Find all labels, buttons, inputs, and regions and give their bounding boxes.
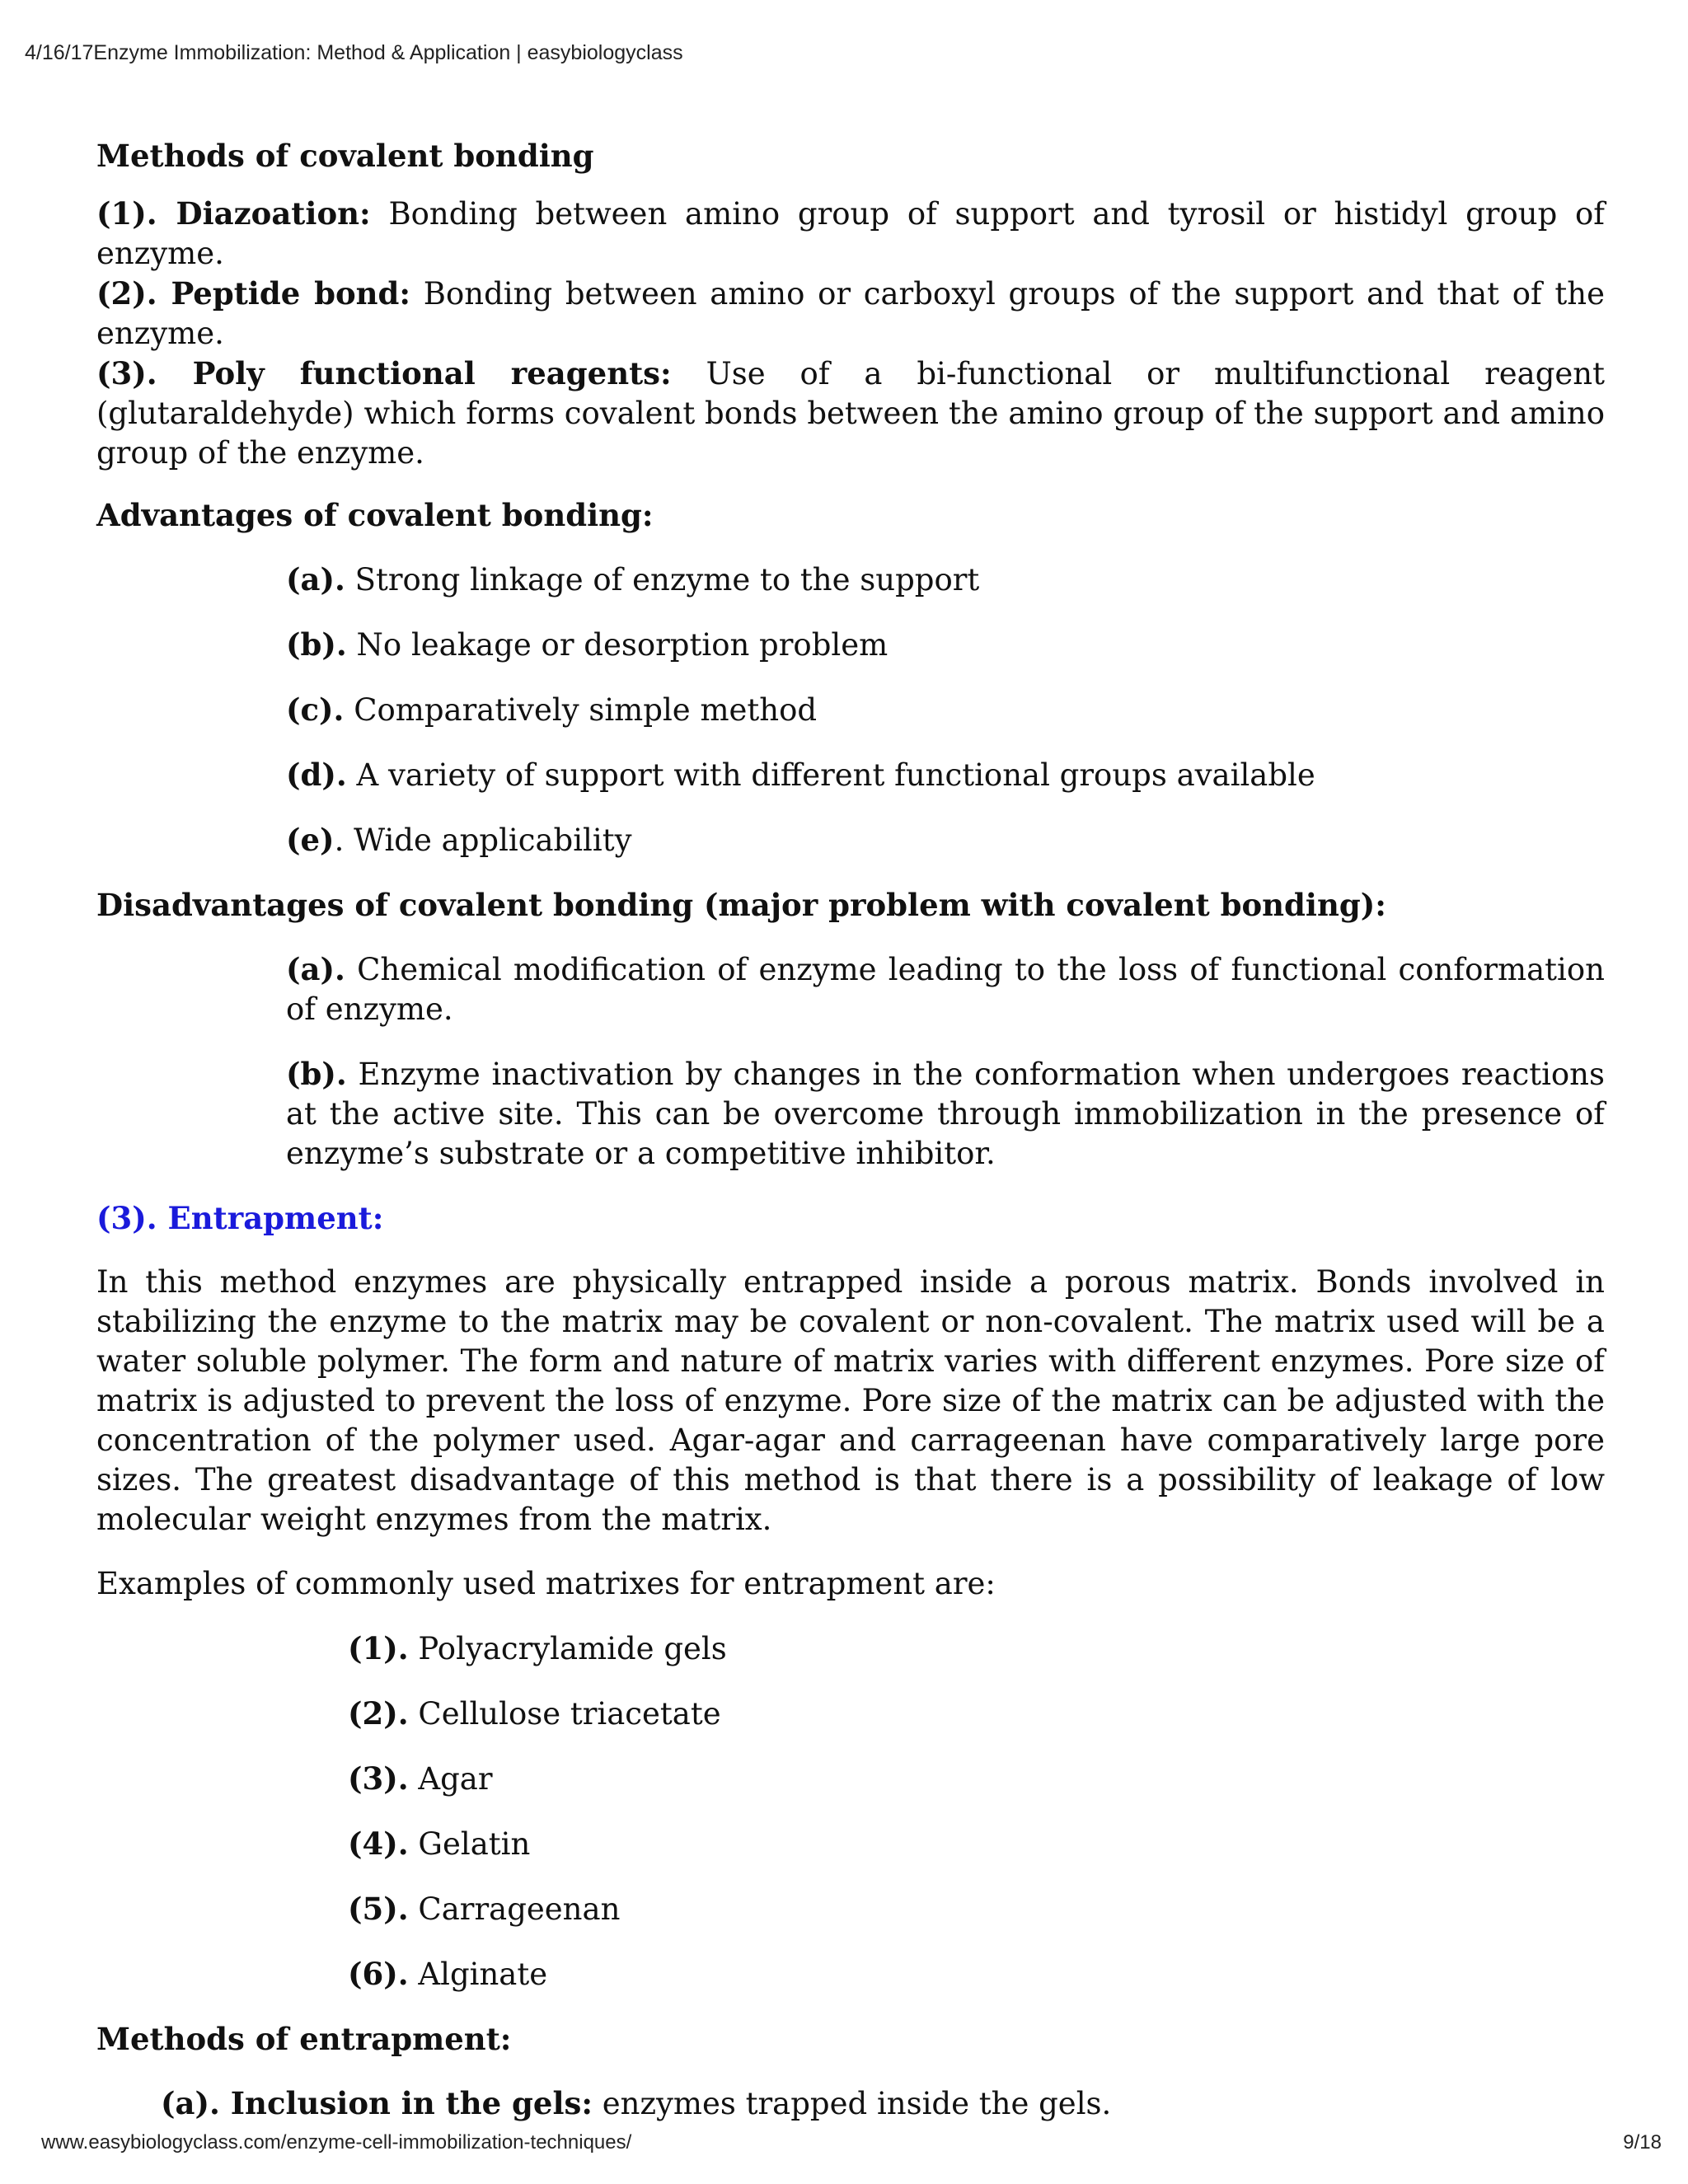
heading-disadvantages: Disadvantages of covalent bonding (major problem with covalent bonding): [96,887,1386,923]
list-item [348,1629,1605,1669]
list-item [348,1824,1605,1864]
item-text: Enzyme inactivation by changes in the conformation when undergoes reactions at the active site. This can be overcome through immobilization in the presence of enzyme’s substrate or a competitive inhibitor. [286,1057,1605,1171]
item-label: (2). Peptide bond: [96,275,411,312]
list-item [348,1759,1605,1799]
item-text: Cellulose triacetate [408,1696,721,1732]
item-text: Bonding between amino or carboxyl groups of the support and that of the enzyme. [96,276,1606,351]
item-text: Bonding between amino group of support and tyrosil or histidyl group of enzyme. [96,196,1605,271]
item-text: Carrageenan [408,1891,621,1927]
item-text: enzymes trapped inside the gels. [593,2086,1112,2121]
item-text: Agar [408,1761,493,1797]
item-label: (1). Diazoation: [96,195,371,232]
print-page-number: 9/18 [1623,2131,1662,2154]
list-item [286,560,1605,600]
article-content [96,136,1605,2124]
item-text: No leakage or desorption problem [346,627,889,663]
heading-advantages: Advantages of covalent bonding: [96,497,654,533]
item-label: (5). [348,1891,409,1927]
item-text: A variety of support with different functional groups available [346,757,1315,793]
examples-intro: Examples of commonly used matrixes for entrapment are: [96,1566,996,1601]
item-text: Alginate [408,1957,548,1992]
item-label: (d). [286,757,347,793]
item-label: (6). [348,1956,409,1992]
item-label: (3). Poly functional reagents: [96,355,672,391]
item-label: (a). Inclusion in the gels: [161,2085,593,2121]
list-item [286,755,1605,795]
advantages-list [286,560,1605,860]
item-label: (a). [286,951,345,987]
covalent-methods-list [96,194,1605,473]
print-header [25,41,683,65]
item-label: (3). [348,1760,409,1797]
list-item [286,949,1605,1029]
item-label: (4). [348,1825,409,1862]
print-date: 4/16/17 [25,41,94,64]
list-item [286,820,1605,860]
list-item [286,690,1605,730]
item-text: Comparatively simple method [344,692,818,728]
print-footer-url: www.easybiologyclass.com/enzyme-cell-immobilization-techniques/ [41,2131,632,2154]
matrix-examples-list [348,1629,1605,1994]
item-label: (2). [348,1695,409,1732]
list-item [96,194,1605,274]
list-item [348,1694,1605,1734]
list-item [96,274,1605,354]
item-label: (e) [286,822,335,858]
list-item [348,1889,1605,1929]
entrapment-paragraph: In this method enzymes are physically entrapped inside a porous matrix. Bonds involved in stabilizing the enzyme to the matrix may be covalent or non-covalent. The matrix used will be a water soluble polymer. The form and nature of matrix varies with different enzymes. Pore size of matrix is adjusted to prevent the loss of enzyme. Pore size of the matrix can be adjusted with the concentration of the polymer used. Agar-agar and carrageenan have comparatively large pore sizes. The greatest disadvantage of this method is that there is a possibility of leakage of low molecular weight enzymes from the matrix. [96,1264,1605,1537]
item-label: (b). [286,626,347,663]
item-label: (a). [286,561,345,598]
item-text: Chemical modification of enzyme leading to the loss of functional conformation of enzyme. [286,952,1605,1027]
disadvantages-list [286,949,1605,1174]
item-text: Use of a bi-functional or multifunctional reagent (glutaraldehyde) which forms covalent bonds between the amino group of the support and amino group of the enzyme. [96,356,1605,471]
item-text: Polyacrylamide gels [408,1631,727,1666]
item-label: (b). [286,1056,347,1092]
item-text: . Wide applicability [334,823,632,858]
list-item [161,2083,1605,2124]
list-item [286,1054,1605,1174]
item-label: (1). [348,1630,409,1666]
item-text: Gelatin [408,1826,531,1862]
item-label: (c). [286,691,345,728]
item-text: Strong linkage of enzyme to the support [345,562,980,598]
heading-covalent-methods: Methods of covalent bonding [96,138,594,174]
print-title: Enzyme Immobilization: Method & Application | easybiologyclass [93,41,683,64]
list-item [348,1954,1605,1994]
list-item [96,354,1605,473]
list-item [286,625,1605,665]
heading-entrapment: (3). Entrapment: [96,1200,384,1236]
heading-entrapment-methods: Methods of entrapment: [96,2021,512,2057]
